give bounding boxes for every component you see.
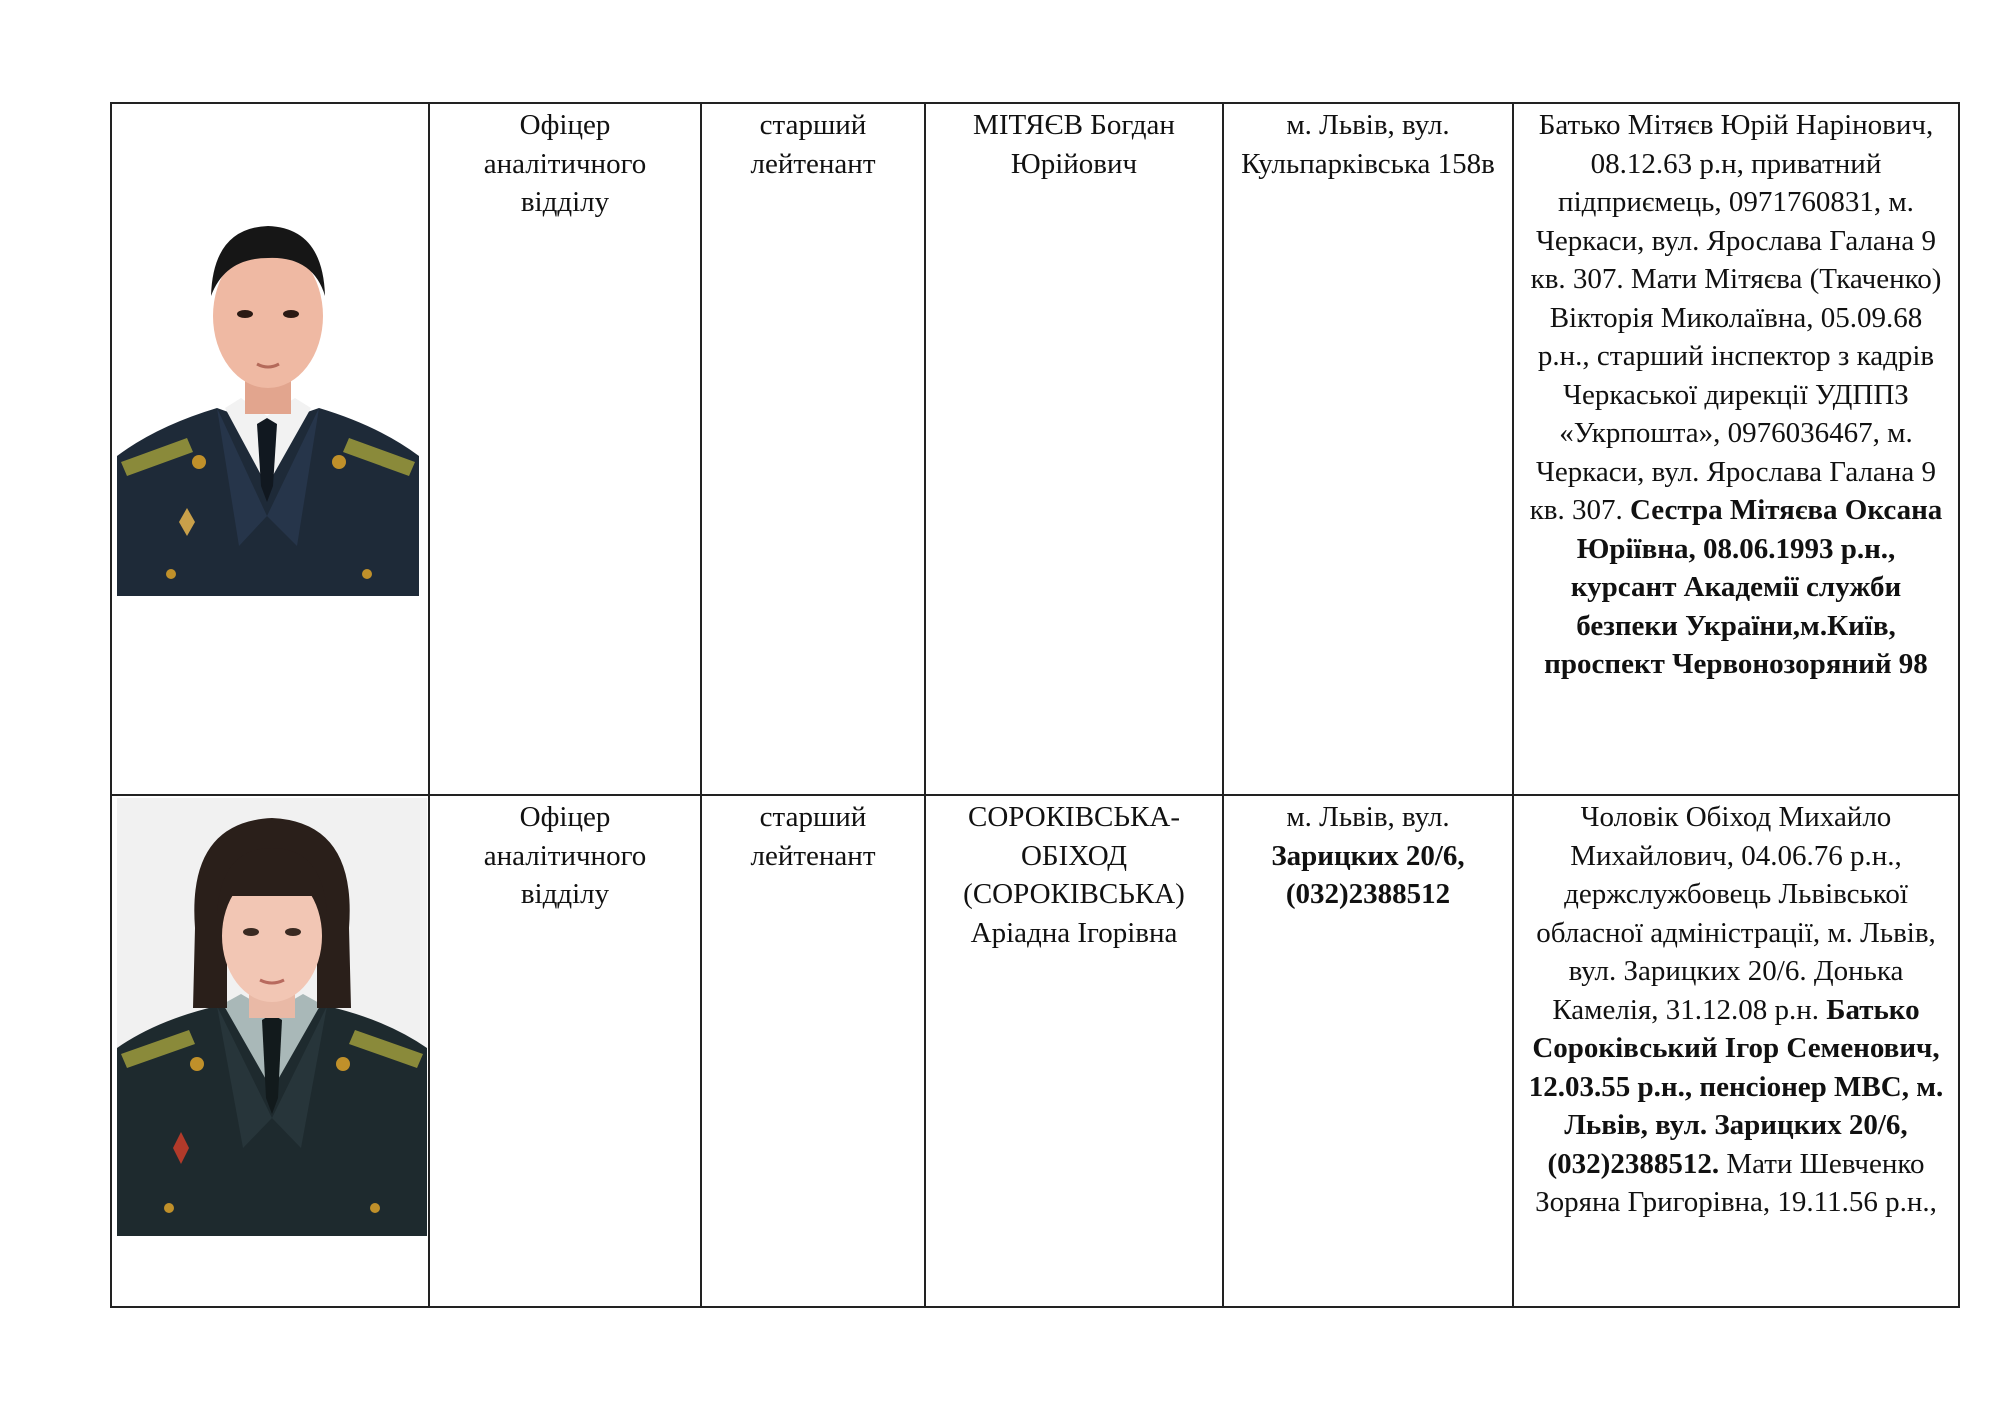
family-text-2: Мати Шевченко Зоряна Григорівна, 19.11.56 р.н.,	[1535, 1147, 1937, 1218]
position-cell	[429, 103, 701, 795]
photo-cell	[111, 795, 429, 1307]
rank-text: старший лейтенант	[750, 109, 876, 180]
table-row	[111, 103, 1959, 795]
address-cell	[1223, 103, 1513, 795]
rank-text: старший лейтенант	[750, 801, 876, 872]
rank-cell	[701, 795, 925, 1307]
name-text: МІТЯЄВ Богдан Юрійович	[973, 109, 1175, 180]
officer-photo-male	[117, 186, 419, 596]
photo-cell	[111, 103, 429, 795]
table-row	[111, 795, 1959, 1307]
rank-cell	[701, 103, 925, 795]
address-text-bold: Зарицких 20/6, (032)2388512	[1271, 839, 1465, 910]
name-text: СОРОКІВСЬКА-ОБІХОД (СОРОКІВСЬКА) Аріадна Ігорівна	[963, 801, 1185, 949]
name-cell	[925, 103, 1223, 795]
name-cell	[925, 795, 1223, 1307]
officer-photo-female	[117, 798, 427, 1236]
position-text: Офіцер аналітичного відділу	[483, 801, 647, 910]
family-text-bold: Батько Сороківський Ігор Семенович, 12.03.55 р.н., пенсіонер МВС, м. Львів, вул. Зарицких 20/6, (032)2388512.	[1528, 993, 1944, 1180]
position-text: Офіцер аналітичного відділу	[483, 109, 647, 218]
family-cell	[1513, 795, 1959, 1307]
family-text-bold: Сестра Мітяєва Оксана Юріївна, 08.06.1993 р.н., курсант Академії служби безпеки України,м.Київ, проспект Червонозоряний 98	[1544, 494, 1943, 680]
records-table	[110, 102, 1960, 1308]
address-cell	[1223, 795, 1513, 1307]
address-text: м. Львів, вул.	[1286, 801, 1450, 833]
family-cell	[1513, 103, 1959, 795]
family-text: Чоловік Обіход Михайло Михайлович, 04.06.76 р.н., держслужбовець Львівської обласної адміністрації, м. Львів, вул. Зарицких 20/6. Донька Камелія, 31.12.08 р.н.	[1536, 801, 1936, 1026]
family-text: Батько Мітяєв Юрій Нарінович, 08.12.63 р.н, приватний підприємець, 0971760831, м. Черкаси, вул. Ярослава Галана 9 кв. 307. Мати Мітяєва (Ткаченко) Вікторія Миколаївна, 05.09.68 р.н., старший інспектор з кадрів Черкаської дирекції УДППЗ «Укрпошта», 0976036467, м. Черкаси, вул. Ярослава Галана 9 кв. 307.	[1529, 109, 1942, 526]
address-text: м. Львів, вул. Кульпарківська 158в	[1241, 109, 1495, 180]
position-cell	[429, 795, 701, 1307]
